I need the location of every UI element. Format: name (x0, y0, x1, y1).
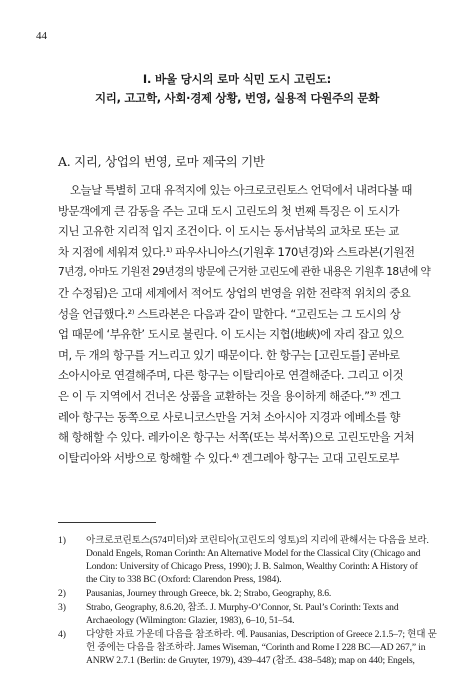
footnote-line: Strabo, Geography, 8.6.20, 참조. J. Murphy-O’Connor, St. Paul’s Corinth: Texts and (86, 602, 399, 613)
body-line: 방문객에게 큰 감동을 주는 고대 도시 고린도의 첫 번째 특징은 이 도시가 (58, 203, 399, 218)
body-line: 간 수정됨)은 고대 세계에서 적어도 상업의 번영을 위한 전략적 위치의 중요 (58, 285, 411, 300)
footnotes (58, 534, 450, 668)
footnote-line: Pausanias, Journey through Greece, bk. 2; Strabo, Geography, 8.6. (86, 588, 332, 599)
body-text (58, 180, 436, 468)
footnote-number: 3) (58, 602, 66, 613)
body-line: 차 지점에 세워져 있다.¹⁾ 파우사니아스(기원후 170년경)와 스트라본(기원전 (58, 244, 415, 259)
footnote-number: 2) (58, 588, 66, 599)
footnote (58, 628, 450, 667)
chapter-title: I. 바울 당시의 로마 식민 도시 고린도: (142, 72, 332, 86)
body-line: 업 때문에 ‘부유한’ 도시로 불린다. 이 도시는 지협(地峽)에 자리 잡고 있으 (58, 327, 404, 342)
footnote-divider (58, 522, 156, 523)
footnote-number: 1) (58, 535, 66, 546)
section-heading: A. 지리, 상업의 번영, 로마 제국의 기반 (58, 154, 265, 169)
chapter-subtitle: 지리, 고고학, 사회·경제 상황, 번영, 실용적 다원주의 문화 (94, 91, 380, 105)
page-number: 44 (36, 30, 47, 42)
body-line: 해 항해할 수 있다. 레카이온 항구는 서쪽(또는 북서쪽)으로 고린도만을 거쳐 (58, 430, 415, 445)
footnote-line: Archaeology (Wilmington: Glazier, 1983), 6–10, 51–54. (86, 615, 295, 626)
footnote (58, 587, 450, 600)
footnote-line: London: University of Chicago Press, 1990); J. B. Salmon, Wealthy Corinth: A History of (86, 561, 418, 572)
footnote-line: ANRW 2.7.1 (Berlin: de Gruyter, 1979), 439–447 (참조. 438–548); map on 440; Engels, (86, 655, 415, 666)
body-line: 레아 항구는 동쪽으로 사로니코스만을 거쳐 소아시아 지경과 에베소를 향 (58, 409, 400, 424)
body-line: 소아시아로 연결해주며, 다른 항구는 이탈리아로 연결해준다. 그리고 이것 (58, 368, 404, 383)
footnote-line: Donald Engels, Roman Corinth: An Alternative Model for the Classical City (Chicago and (86, 548, 421, 559)
body-line: 7년경, 아마도 기원전 29년경의 방문에 근거한 고린도에 관한 내용은 기원후 18년에 약 (58, 266, 431, 279)
body-line: 은 이 두 지역에서 건너온 상품을 교환하는 것을 용이하게 해준다.”³⁾ 겐그 (58, 388, 401, 403)
footnote (58, 534, 450, 586)
footnote (58, 601, 450, 627)
body-line: 이탈리아와 서방으로 항해할 수 있다.⁴⁾ 겐그레아 항구는 고대 고린도로부 (58, 450, 400, 465)
body-line: 지닌 고유한 지리적 입지 조건이다. 이 도시는 동서남북의 교차로 또는 교 (58, 224, 399, 239)
footnote-line: 다양한 자료 가운데 다음을 참조하라. 예. Pausanias, Description of Greece 2.1.5–7; 현대 문 (86, 629, 437, 640)
footnote-line: the City to 338 BC (Oxford: Clarendon Press, 1984). (86, 574, 282, 585)
body-line: 성을 언급했다.²⁾ 스트라본은 다음과 같이 말한다. “고린도는 그 도시의 상 (58, 306, 401, 321)
footnote-number: 4) (58, 629, 66, 640)
body-line: 며, 두 개의 항구를 거느리고 있기 때문이다. 한 항구는 [고린도를] 곧바로 (58, 347, 400, 362)
footnote-line: 헌 중에는 다음을 참조하라. James Wiseman, “Corinth and Rome I 228 BC—AD 267,” in (86, 642, 426, 653)
chapter-title-block (36, 70, 438, 108)
body-line: 오늘날 특별히 고대 유적지에 있는 아크로코린토스 언덕에서 내려다볼 때 (70, 183, 412, 197)
footnote-line: 아크로코린토스(574미터)와 코린티아(고린도의 영토)의 지리에 관해서는 다음을 보라. (86, 535, 429, 546)
